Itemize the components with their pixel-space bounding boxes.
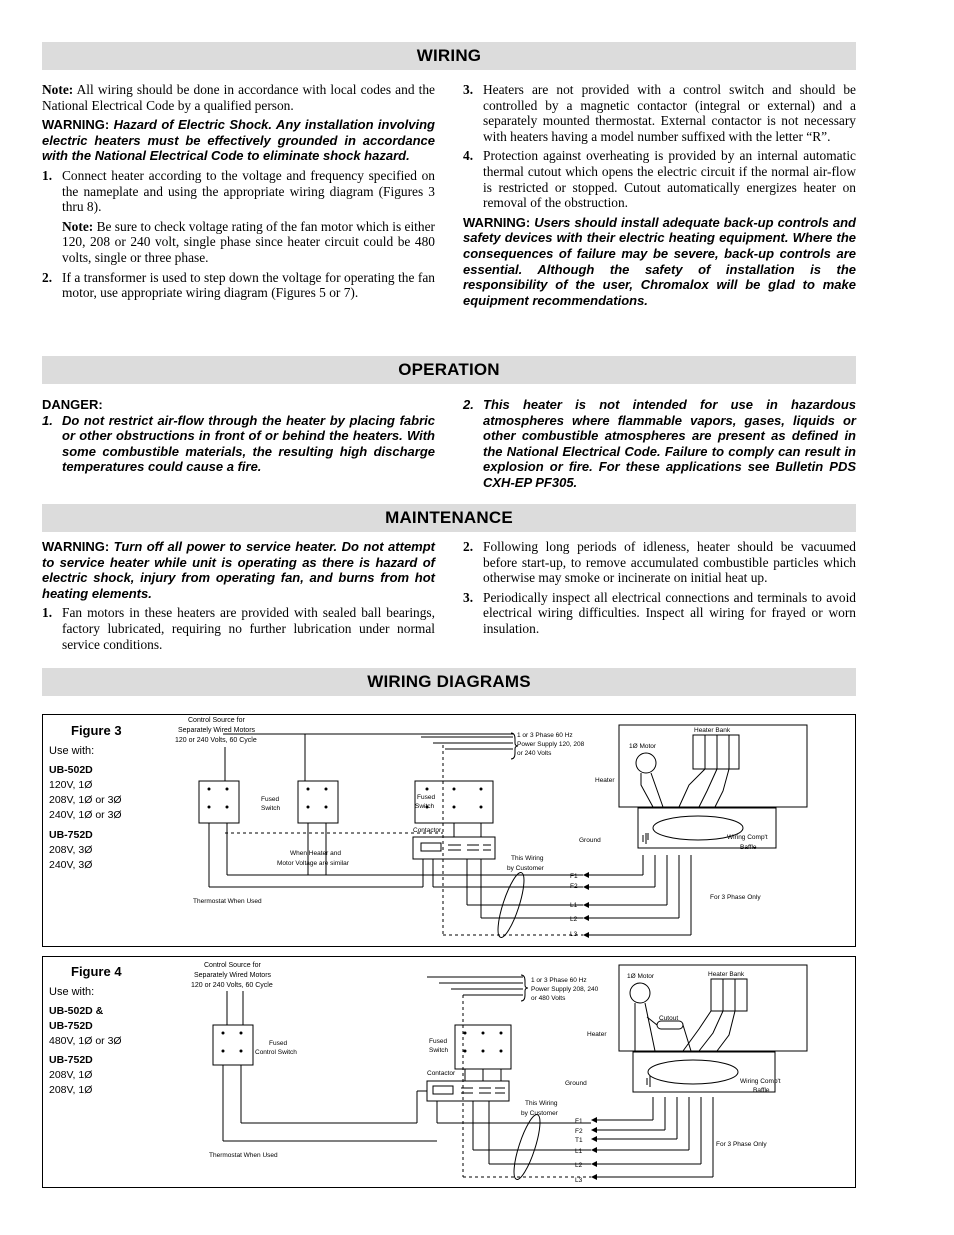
heater-bank-icon [693,735,739,769]
motor-label: 1Ø Motor [629,743,657,750]
label-line: Fused [261,796,280,803]
label-line: Baffle [740,844,757,851]
figure-title: Figure 3 [71,723,122,738]
warning-text: Hazard of Electric Shock. Any installation involving electric heaters must be effectively grounded in accordance with the National Electrical Code to eliminate shock hazard. [42,117,435,164]
terminal-label: L1 [575,1148,583,1155]
item-text: Following long periods of idleness, heater should be vacuumed before start-up, to remove accumulated combustible particles which otherwise may smoke or incinerate on initial heat up. [483,539,856,586]
item-text: Periodically inspect all electrical connections and terminals to avoid electrical wiring difficulties. Inspect all wiring for frayed or worn insulation. [483,589,856,636]
subnote-label: Note: [62,218,94,234]
fused-switch-icon [199,781,239,823]
contactor-icon [413,837,495,859]
terminal-label: F1 [570,873,578,880]
item-text: Heaters are not provided with a control switch and should be controlled by a magnetic contactor (integral or external) and a separately mounted thermostat. External contactor is not necessary with heaters having a model number suffixed with the letter “R”. [483,82,856,144]
label-line: Separately Wired Motors [178,727,256,734]
use-with: Use with: [49,986,95,998]
warning-text: Turn off all power to service heater. Do not attempt to service heater while unit is operating as there is hazard of electric shock, injury from operating fan, and burns from hot heating elements. [42,539,435,601]
terminal-label: T1 [575,1137,583,1144]
label-line: Switch [261,805,281,812]
figure-4-diagram [43,957,855,1187]
terminal-label: F1 [575,1118,583,1125]
item-text: Protection against overheating is provided by an internal automatic thermal cutout which opens the electric circuit if the normal air-flow is restricted or stopped. Cutout automatically energizes heater on removal of the obstruction. [483,148,856,211]
contactor-label: Contactor [413,827,442,834]
motor-label: 1Ø Motor [627,973,655,980]
operation-right-column [463,397,856,495]
label-line: 1 or 3 Phase 60 Hz [531,977,587,984]
label-line: When Heater and [290,850,341,857]
item-text: Fan motors in these heaters are provided with sealed ball bearings, factory lubricated, requiring no further lubrication under normal service conditions. [62,605,435,652]
ground-label: Ground [565,1080,587,1087]
label-line: Motor Voltage are similar [277,860,349,867]
model-label: UB-752D [49,829,93,841]
model-rating: 120V, 1Ø [49,779,93,791]
note-label: Note: [42,82,74,97]
wiring-right-column [463,82,856,312]
label-line: Power Supply 208, 240 [531,986,599,993]
maintenance-item-2 [463,539,856,586]
label-line: Switch [429,1047,449,1054]
item-text: Do not restrict air-flow through the heater by placing fabric or other obstructions in front of or behind the heaters. With some combustible materials, the resulting high discharge temperatures could cause a fire. [62,412,435,475]
motor-icon [630,983,650,1003]
cutout-label: Cutout [659,1015,679,1022]
operation-item-1 [42,413,435,475]
warning-label: WARNING: [42,117,110,133]
wiring-warning-2 [463,215,856,309]
heater-bank-icon [711,979,747,1011]
thermostat-label: Thermostat When Used [193,898,262,905]
label-line: Separately Wired Motors [194,972,272,979]
wiring-item-2 [42,270,435,301]
figure-4 [42,956,856,1188]
item-number: 4. [463,148,474,164]
operation-left-column [42,397,435,479]
heater-bank-label: Heater Bank [694,727,731,734]
label-line: 120 or 240 Volts, 60 Cycle [175,737,257,744]
wiring-left-column [42,82,435,305]
label-line: Baffle [753,1087,770,1094]
model-rating: 208V, 1Ø [49,1069,93,1081]
item-number: 2. [463,539,474,554]
wiring-compartment-icon [638,808,776,848]
terminal-label: F2 [575,1128,583,1135]
label-line: Fused [417,794,436,801]
heater-label: Heater [595,777,615,784]
note-text: All wiring should be done in accordance with local codes and the National Electrical Code by a qualified person. [42,82,435,113]
subnote-text: Be sure to check voltage rating of the fan motor which is either 120, 208 or 240 volt, single phase since heater circuit could be 480 volts, single or three phase. [62,218,435,265]
wiring-note [42,82,435,113]
terminal-label: L2 [575,1162,583,1169]
label-line: Control Switch [255,1049,297,1056]
label-line: by Customer [507,865,544,872]
thermostat-label: Thermostat When Used [209,1152,278,1159]
label-line: Fused [429,1038,448,1045]
model-rating: 208V, 1Ø [49,1084,93,1096]
use-with: Use with: [49,745,95,757]
contactor-icon [427,1081,509,1101]
model-rating: 480V, 1Ø or 3Ø [49,1035,122,1047]
operation-item-2 [463,397,856,491]
wiring-compartment-icon [633,1052,775,1092]
warning-label: WARNING: [42,539,110,554]
label-line: Wiring Comp't [740,1078,781,1085]
figure-title: Figure 4 [71,964,122,979]
terminal-label: L1 [570,902,578,909]
model-rating: 240V, 3Ø [49,859,93,871]
three-phase-label: For 3 Phase Only [716,1141,767,1148]
figure-3-diagram [43,715,855,946]
fused-switch-icon [415,781,493,823]
three-phase-label: For 3 Phase Only [710,894,761,901]
ground-label: Ground [579,837,601,844]
item-number: 3. [463,82,474,97]
label-line: or 240 Volts [517,750,552,757]
item-number: 1. [42,167,53,183]
danger-label: DANGER: [42,397,103,412]
section-heading-maintenance: MAINTENANCE [42,504,856,532]
fused-control-switch-icon [213,1025,253,1065]
label-line: This Wiring [511,855,544,862]
terminal-label: L3 [575,1177,583,1184]
item-number: 1. [42,605,53,621]
model-rating: 240V, 1Ø or 3Ø [49,809,122,821]
item-text: If a transformer is used to step down the voltage for operating the fan motor, use appropriate wiring diagram (Figures 5 or 7). [62,269,435,301]
label-line: Wiring Comp't [727,834,768,841]
item-number: 3. [463,589,474,605]
label-line: Fused [269,1040,288,1047]
wiring-item-4 [463,148,856,210]
item-text: Connect heater according to the voltage and frequency specified on the nameplate and using the appropriate wiring diagram (Figures 3 thru 8). [62,167,435,215]
fused-switch-icon [298,781,338,823]
model-rating: 208V, 3Ø [49,844,93,856]
motor-icon [636,753,656,773]
label-line: Control Source for [188,717,245,724]
label-line: or 480 Volts [531,995,566,1002]
item-text: This heater is not intended for use in hazardous atmospheres where flammable vapors, gases, liquids or other combustible atmospheres are present as defined in the National Electrical Code. Failure to comply can result in explosion or fire. For these applications see Bulletin PDS CXH-EP PF305. [483,397,856,490]
warning-text: Users should install adequate back-up controls and safety devices with their electric heating equipment. Where the consequences of failure may be severe, back-up controls are essential. Although the safety of installation is the responsibility of the user, Chromalox will be glad to make equipment recommendations. [463,214,856,308]
maintenance-warning [42,539,435,601]
terminal-label: L2 [570,916,578,923]
section-heading-wiring-diagrams: WIRING DIAGRAMS [42,668,856,696]
warning-label: WARNING: [463,214,531,230]
label-line: Power Supply 120, 208 [517,741,585,748]
item-number: 2. [42,269,53,285]
maintenance-right-column [463,539,856,641]
power-supply-label [517,732,585,757]
terminal-label: L3 [570,931,578,938]
wiring-item-1 [42,168,435,215]
model-label: UB-502D [49,764,93,776]
label-line: Switch [415,803,435,810]
contactor-label: Contactor [427,1070,456,1077]
maintenance-item-3 [463,590,856,637]
item-number: 2. [463,397,474,412]
label-line: This Wiring [525,1100,558,1107]
heater-unit-outline [619,725,807,807]
label-line: Control Source for [204,962,261,969]
figure-3 [42,714,856,947]
wiring-item-3 [463,82,856,144]
model-rating: 208V, 1Ø or 3Ø [49,794,122,806]
model-label: UB-752D [49,1020,93,1032]
label-line: 120 or 240 Volts, 60 Cycle [191,982,273,989]
section-heading-wiring: WIRING [42,42,856,70]
heater-bank-label: Heater Bank [708,971,745,978]
wiring-warning [42,117,435,164]
label-line: 1 or 3 Phase 60 Hz [517,732,573,739]
item-number: 1. [42,412,53,428]
wiring-subnote [42,219,435,266]
model-label: UB-502D & [49,1005,104,1017]
model-label: UB-752D [49,1054,93,1066]
section-heading-operation: OPERATION [42,356,856,384]
heater-label: Heater [587,1031,607,1038]
maintenance-item-1 [42,605,435,652]
label-line: by Customer [521,1110,558,1117]
control-source-label [175,717,257,744]
maintenance-left-column [42,539,435,656]
terminal-label: F2 [570,883,578,890]
